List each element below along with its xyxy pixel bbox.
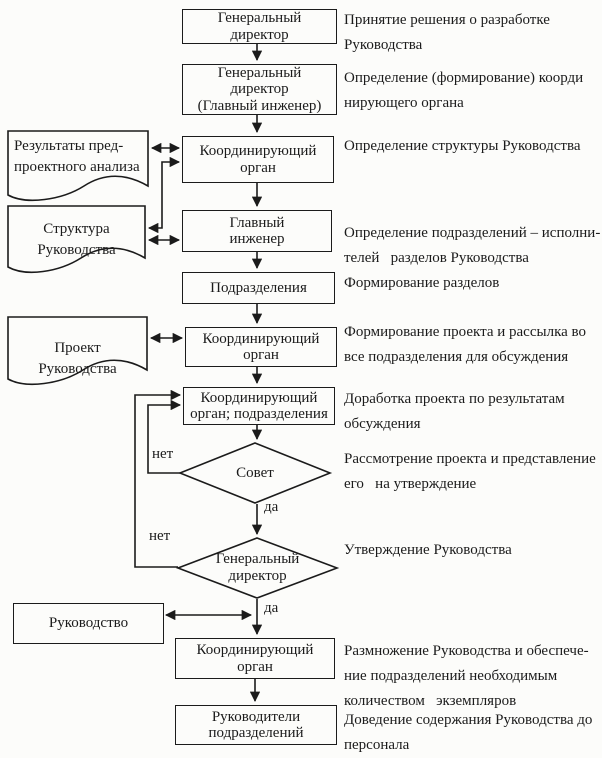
annotation-communicate-manual: Доведение содержания Руководства до персонала (344, 712, 593, 753)
doc-label-manual-structure: Структура Руководства (37, 221, 116, 258)
node-coordinating-body-1: Координирующий орган (182, 136, 334, 183)
annotation-approve-manual: Утверждение Руководства (344, 542, 512, 558)
doc-label-preproject-results: Результаты пред- проектного анализа (14, 138, 140, 175)
annotation-define-subdivisions: Определение подразделений – исполни- телей разделов Руководства (344, 225, 601, 266)
annotation-review-draft: Рассмотрение проекта и представление его на утверждение (344, 451, 596, 492)
annotation-form-draft: Формирование проекта и рассылка во все подразделения для обсуждения (344, 324, 587, 365)
node-coordinating-body-4: Координирующий орган (175, 638, 335, 679)
branch-label-council-yes: да (264, 499, 279, 515)
node-coordinating-body-3: Координирующий орган; подразделения (183, 387, 335, 425)
doc-label-manual-draft: Проект Руководства (38, 340, 117, 377)
node-subdivision-heads: Руководители подразделений (175, 705, 337, 745)
annotation-define-coordinating-body: Определение (формирование) коорди нирующего органа (344, 70, 584, 111)
connector-coord1-structure (149, 162, 179, 228)
branch-label-council-no: нет (152, 446, 174, 462)
node-manual: Руководство (13, 603, 164, 644)
node-general-director-1: Генеральный директор (182, 9, 337, 44)
diamond-label-general-director-3: Генеральный директор (215, 551, 300, 584)
node-chief-engineer: Главный инженер (182, 210, 332, 252)
annotation-decision-to-develop: Принятие решения о разработке Руководства (344, 12, 550, 53)
annotation-revise-draft: Доработка проекта по результатам обсуждения (344, 391, 565, 432)
annotation-define-structure: Определение структуры Руководства (344, 138, 581, 154)
diamond-label-council: Совет (236, 464, 274, 481)
loop-council-no (148, 405, 180, 473)
node-coordinating-body-2: Координирующий орган (185, 327, 337, 367)
annotation-form-sections: Формирование разделов (344, 275, 500, 291)
node-general-director-2: Генеральный директор (Главный инженер) (182, 64, 337, 115)
node-subdivisions: Подразделения (182, 272, 335, 304)
annotation-duplicate-manual: Размножение Руководства и обеспече- ние подразделений необходимым количеством экземпляров (344, 643, 589, 709)
branch-label-director-yes: да (264, 600, 279, 616)
branch-label-director-no: нет (149, 528, 171, 544)
